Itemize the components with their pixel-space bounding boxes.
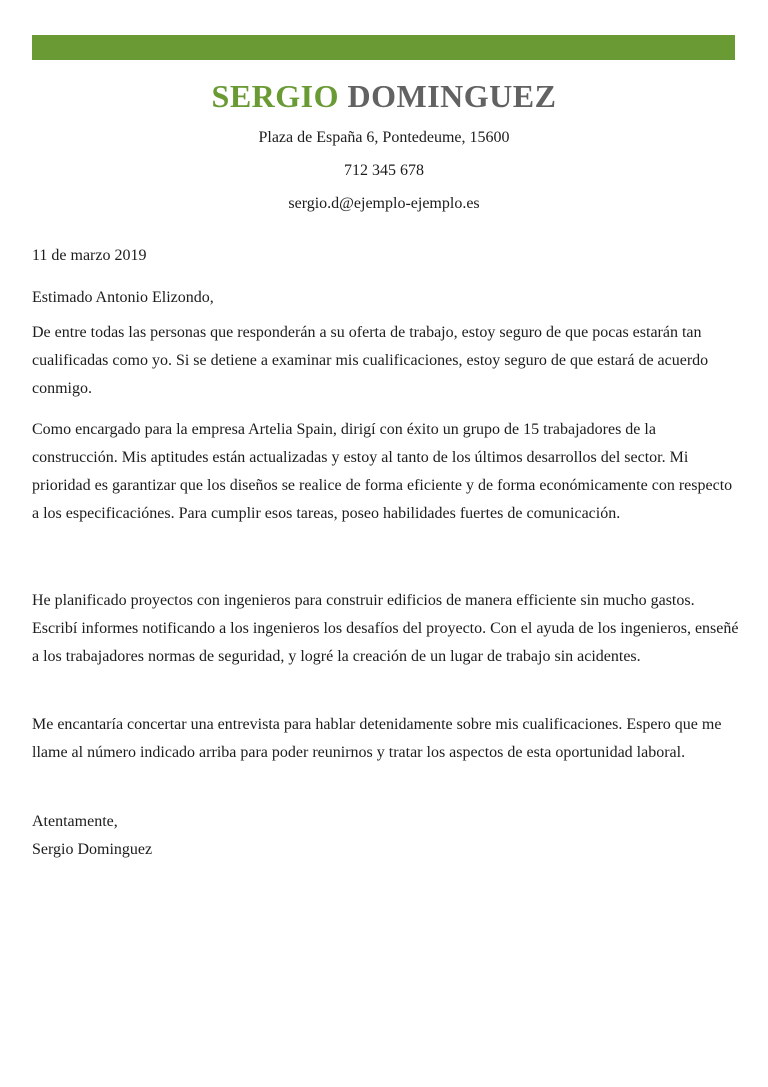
paragraph-projects: He planificado proyectos con ingenieros para construir edificios de manera efficiente sin mucho gastos. Escribí informes notificando a los ingenieros los desafíos del proyecto. Con el ayuda de los ingenieros, enseñé a los trabajadores normas de seguridad, y logré la creación de un lugar de trabajo sin acidentes.	[32, 592, 739, 665]
last-name: DOMINGUEZ	[347, 78, 557, 114]
applicant-name	[0, 76, 768, 116]
first-name: SERGIO	[211, 78, 340, 114]
header-accent-bar	[32, 35, 735, 60]
signature-name: Sergio Dominguez	[32, 841, 153, 858]
email-line: sergio.d@ejemplo-ejemplo.es	[288, 195, 480, 212]
paragraph-experience: Como encargado para la empresa Artelia Spain, dirigí con éxito un grupo de 15 trabajadores de la construcción. Mis aptitudes están actualizadas y estoy al tanto de los últimos desarrollos del sector. Mi prioridad es garantizar que los diseños se realice de forma eficiente y de forma económicamente con respecto a los especificaciónes. Para cumplir esos tareas, poseo habilidades fuertes de comunicación.	[32, 421, 733, 522]
address-line: Plaza de España 6, Pontedeume, 15600	[258, 129, 510, 146]
letter-date: 11 de marzo 2019	[32, 247, 147, 264]
closing: Atentamente,	[32, 813, 118, 830]
salutation: Estimado Antonio Elizondo,	[32, 289, 214, 306]
paragraph-intro: De entre todas las personas que responderán a su oferta de trabajo, estoy seguro de que pocas estarán tan cualificadas como yo. Si se detiene a examinar mis cualificaciones, estoy seguro de que estará de acuerdo conmigo.	[32, 324, 709, 397]
phone-line: 712 345 678	[344, 162, 424, 179]
paragraph-request-interview: Me encantaría concertar una entrevista para hablar detenidamente sobre mis cualificaciones. Espero que me llame al número indicado arriba para poder reunirnos y tratar los aspectos de esta oportunidad laboral.	[32, 716, 722, 761]
